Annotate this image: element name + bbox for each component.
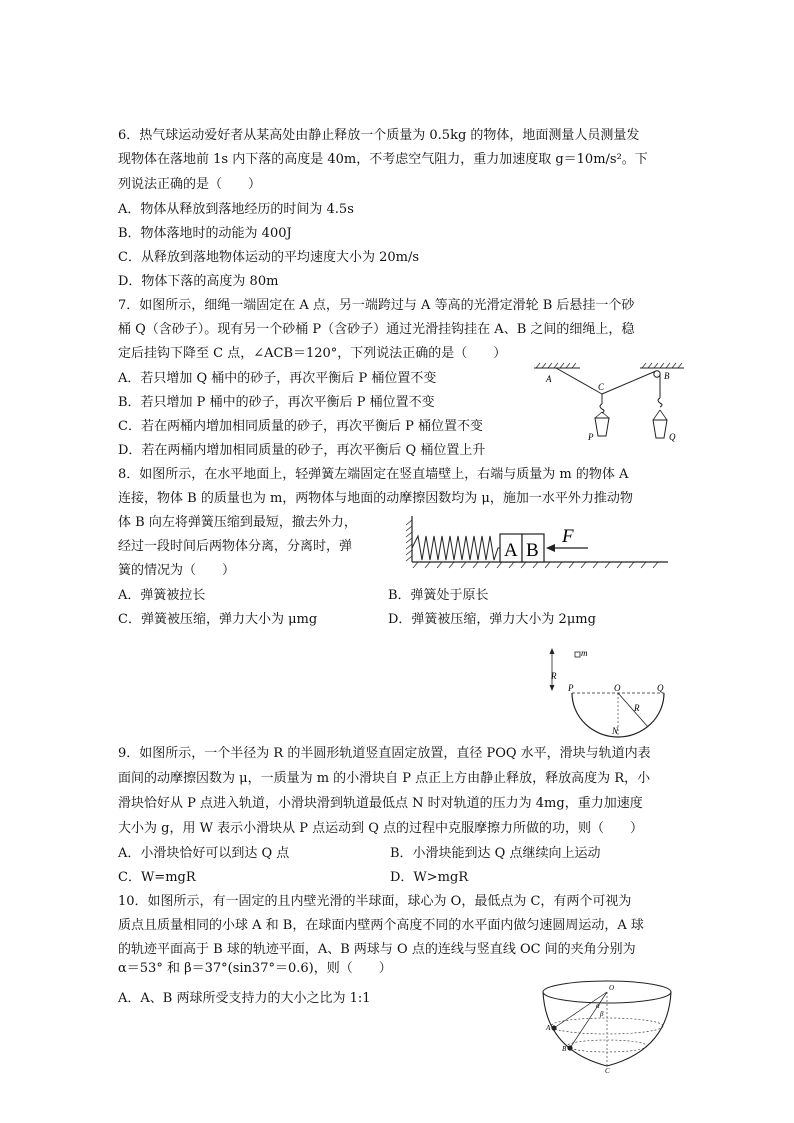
q8-option-b: B．弹簧处于原长 (388, 588, 489, 603)
q10-option-a: A．A、B 两球所受支持力的大小之比为 1:1 (118, 991, 371, 1006)
q6-stem-line-3: 列说法正确的是（ ） (118, 177, 262, 192)
q9-label-m: m (581, 648, 588, 658)
q7-option-c: C．若在两桶内增加相同质量的砂子，再次平衡后 P 桶位置不变 (118, 419, 483, 434)
q10-label-beta: β (600, 1010, 604, 1018)
q9-label-q: Q (657, 683, 664, 693)
q9-label-o: O (614, 683, 621, 693)
q8-stem-line-3: 体 B 向左将弹簧压缩到最短，撤去外力， (118, 515, 357, 530)
q9-stem-line-2: 面间的动摩擦因数为 μ，一质量为 m 的小滑块自 P 点正上方由静止释放，释放高度为 R，小 (118, 771, 651, 786)
q7-label-c: C (598, 382, 605, 392)
q7-label-a: A (546, 374, 552, 384)
q7-label-q: Q (669, 432, 676, 442)
q10-label-c: C (605, 1067, 610, 1074)
q9-option-b: B．小滑块能到达 Q 点继续向上运动 (390, 846, 601, 861)
q6-option-b: B．物体落地时的动能为 400J (118, 226, 292, 241)
q10-label-b: B (562, 1045, 567, 1053)
q9-label-r-height: R (551, 671, 557, 681)
q10-stem-line-3: 的轨迹平面高于 B 球的轨迹平面，A、B 两球与 O 点的连线与竖直线 OC 间的夹角分别为 (118, 942, 636, 957)
q6-option-d: D．物体下落的高度为 80m (118, 274, 279, 289)
q8-option-a: A．弹簧被拉长 (118, 588, 206, 603)
q8-stem-line-2: 连接，物体 B 的质量也为 m，两物体与地面的动摩擦因数均为 μ，施加一水平外力推动物 (118, 491, 633, 506)
q10-label-a: A (546, 1024, 551, 1032)
q6-stem-line-2: 现物体在落地前 1s 内下落的高度是 40m，不考虑空气阻力，重力加速度取 g＝10m/s²。下 (118, 152, 648, 167)
q7-pulley-figure (528, 360, 688, 448)
q6-stem-line-1: 6．热气球运动爱好者从某高处由静止释放一个质量为 0.5kg 的物体，地面测量人员测量发 (118, 128, 640, 143)
q6-option-a: A．物体从释放到落地经历的时间为 4.5s (118, 202, 354, 217)
q9-option-d: D．W>mgR (390, 870, 469, 885)
q10-label-o: O (609, 984, 615, 992)
q8-option-c: C．弹簧被压缩，弹力大小为 μmg (118, 612, 318, 627)
q10-stem-line-2: 质点且质量相同的小球 A 和 B，在球面内壁两个高度不同的水平面内做匀速圆周运动，A 球 (118, 918, 644, 933)
q7-option-b: B．若只增加 P 桶中的砂子，再次平衡后 P 桶位置不变 (118, 395, 435, 410)
q7-stem-line-2: 桶 Q（含砂子）。现有另一个砂桶 P（含砂子）通过光滑挂钩挂在 A、B 之间的细绳上，稳 (118, 322, 635, 337)
q9-stem-line-3: 滑块恰好从 P 点进入轨道，小滑块滑到轨道最低点 N 时对轨道的压力为 4mg，重力加速度 (118, 796, 643, 811)
q7-stem-line-1: 7．如图所示，细绳一端固定在 A 点，另一端跨过与 A 等高的光滑定滑轮 B 后悬挂一个砂 (118, 298, 635, 313)
q10-stem-line-4: α＝53° 和 β＝37°(sin37°＝0.6)，则（ ） (118, 961, 392, 976)
q7-option-a: A．若只增加 Q 桶中的砂子，再次平衡后 P 桶位置不变 (118, 371, 437, 386)
q7-label-b: B (664, 371, 670, 381)
q8-stem-line-4: 经过一段时间后两物体分离，分离时，弹 (118, 539, 353, 554)
q8-option-d: D．弹簧被压缩，弹力大小为 2μmg (388, 612, 596, 627)
q6-option-c: C．从释放到落地物体运动的平均速度大小为 20m/s (118, 250, 419, 265)
q10-stem-line-1: 10．如图所示，有一固定的且内壁光滑的半球面，球心为 O，最低点为 C，有两个可视为 (118, 894, 632, 909)
q9-semicircle-figure (540, 645, 690, 741)
q9-label-r-radius: R (634, 703, 640, 713)
q7-label-p: P (588, 432, 594, 442)
q8-block-b-label: B (526, 540, 539, 561)
q10-label-alpha: α (596, 1002, 600, 1010)
q10-hemisphere-figure (540, 978, 674, 1074)
q8-spring-figure (400, 510, 672, 574)
q7-stem-line-3: 定后挂钩下降至 C 点，∠ACB＝120°，下列说法正确的是（ ） (118, 346, 507, 361)
q9-option-c: C．W=mgR (118, 870, 196, 885)
q9-label-p: P (568, 683, 574, 693)
q8-stem-line-1: 8．如图所示，在水平地面上，轻弹簧左端固定在竖直墙壁上，右端与质量为 m 的物体 A (118, 467, 629, 482)
q9-option-a: A．小滑块恰好可以到达 Q 点 (118, 846, 290, 861)
q9-stem-line-1: 9．如图所示，一个半径为 R 的半圆形轨道竖直固定放置，直径 POQ 水平，滑块与轨道内表 (118, 746, 651, 761)
q9-stem-line-4: 大小为 g，用 W 表示小滑块从 P 点运动到 Q 点的过程中克服摩擦力所做的功，则（ ） (118, 821, 644, 836)
q8-block-a-label: A (504, 540, 518, 561)
q9-label-n: N (612, 726, 619, 736)
q7-option-d: D．若在两桶内增加相同质量的砂子，再次平衡后 Q 桶位置上升 (118, 443, 486, 458)
q8-stem-line-5: 簧的情况为（ ） (118, 563, 236, 578)
q8-force-label: F (562, 526, 574, 547)
